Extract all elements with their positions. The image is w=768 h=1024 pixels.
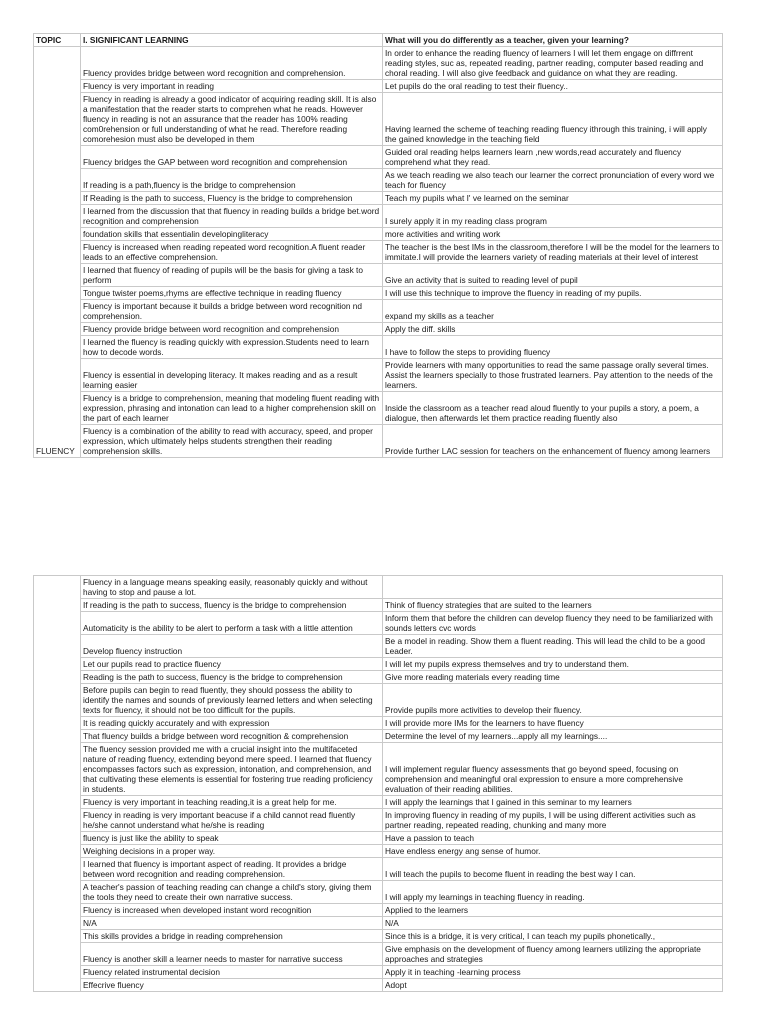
table-row [34, 904, 723, 917]
learning-cell: Develop fluency instruction [81, 635, 383, 658]
table-row [34, 146, 723, 169]
action-cell: Have a passion to teach [383, 832, 723, 845]
learning-cell: It is reading quickly accurately and with expression [81, 717, 383, 730]
table-row [34, 979, 723, 992]
table-row [34, 796, 723, 809]
action-cell: Let pupils do the oral reading to test their fluency.. [383, 80, 723, 93]
table-row [34, 93, 723, 146]
table-row [34, 80, 723, 93]
learning-cell: Fluency related instrumental decision [81, 966, 383, 979]
action-cell: In order to enhance the reading fluency of learners I will let them engage on diffrrent reading styles, suc as, repeated reading, partner reading, computer based reading and choral reading. I will also give feedback and guidance on what they are reading. [383, 47, 723, 80]
action-cell: Teach my pupils what I' ve learned on the seminar [383, 192, 723, 205]
action-cell: Provide further LAC session for teachers on the enhancement of fluency among learners [383, 425, 723, 458]
action-cell: N/A [383, 917, 723, 930]
action-cell: I will provide more IMs for the learners to have fluency [383, 717, 723, 730]
learning-cell: Before pupils can begin to read fluently, they should possess the ability to identify the names and sounds of previously learned letters and when selecting texts for fluency, it should not be too difficult for the pupils. [81, 684, 383, 717]
action-cell: Provide learners with many opportunities to read the same passage orally several times. Assist the learners specially to those frustrated learners. Pay attention to the needs of the learners. [383, 359, 723, 392]
header-significant-learning: I. SIGNIFICANT LEARNING [81, 34, 383, 47]
action-cell: The teacher is the best IMs in the classroom,therefore I will be the model for the learners to immitate.I will provide the learners variety of reading materials at their level of interest [383, 241, 723, 264]
action-cell: expand my skills as a teacher [383, 300, 723, 323]
learning-cell: Fluency is important because it builds a bridge between word recognition nd comprehension. [81, 300, 383, 323]
learning-cell: Automaticity is the ability to be alert to perform a task with a little attention [81, 612, 383, 635]
learning-cell: Fluency in reading is already a good indicator of acquiring reading skill. It is also a manifestation that the reader starts to comprehen what he reads. However fluency in reading is not an assurance that the reader has 100% reading com0rehension or full understanding of what he read. Therefore reading comorehesion must also be developed in them [81, 93, 383, 146]
learning-cell: Fluency is increased when reading repeated word recognition.A fluent reader leads to an effective comprehension. [81, 241, 383, 264]
action-cell: Give emphasis on the development of fluency among learners utilizing the appropriate approaches and strategies [383, 943, 723, 966]
table-row [34, 241, 723, 264]
action-cell: Since this is a bridge, it is very critical, I can teach my pupils phonetically., [383, 930, 723, 943]
learning-cell: Fluency in reading is very important beacuse if a child cannot read fluently he/she cannot understand what he/she is reading [81, 809, 383, 832]
action-cell: Inform them that before the children can develop fluency they need to be familiarized with sounds letters cvc words [383, 612, 723, 635]
table-body [34, 576, 723, 992]
action-cell: Determine the level of my learners...apply all my learnings.... [383, 730, 723, 743]
table-row [34, 671, 723, 684]
action-cell: I will let my pupils express themselves and try to understand them. [383, 658, 723, 671]
learning-cell: Fluency is a combination of the ability to read with accuracy, speed, and proper expression, which ultimately helps students strengthen their reading comprehension skills. [81, 425, 383, 458]
table-row [34, 300, 723, 323]
table-row [34, 832, 723, 845]
learning-cell: Fluency is increased when developed instant word recognition [81, 904, 383, 917]
table-row [34, 684, 723, 717]
table-row [34, 635, 723, 658]
action-cell: I will implement regular fluency assessments that go beyond speed, focusing on comprehension and meaningful oral expression to ensure a more comprehensive evaluation of their reading abilities. [383, 743, 723, 796]
learning-cell: This skills provides a bridge in reading comprehension [81, 930, 383, 943]
action-cell: In improving fluency in reading of my pupils, I will be using different activities such as partner reading, repeated reading, chunking and many more [383, 809, 723, 832]
learning-cell: fluency is just like the ability to speak [81, 832, 383, 845]
learning-cell: Fluency is another skill a learner needs to master for narrative success [81, 943, 383, 966]
learning-cell: Effecrive fluency [81, 979, 383, 992]
learning-cell: Fluency provides bridge between word recognition and comprehension. [81, 47, 383, 80]
action-cell: Apply the diff. skills [383, 323, 723, 336]
action-cell: As we teach reading we also teach our learner the correct pronunciation of every word we teach for fluency [383, 169, 723, 192]
learning-table-page-2 [33, 575, 723, 992]
action-cell: Applied to the learners [383, 904, 723, 917]
table-row [34, 599, 723, 612]
table-row [34, 717, 723, 730]
action-cell: I will apply the learnings that I gained in this seminar to my learners [383, 796, 723, 809]
table-row [34, 730, 723, 743]
table-row [34, 576, 723, 599]
learning-cell: If reading is a path,fluency is the bridge to comprehension [81, 169, 383, 192]
table-row [34, 47, 723, 80]
table-row [34, 881, 723, 904]
table-row [34, 845, 723, 858]
table-row [34, 287, 723, 300]
table-row [34, 323, 723, 336]
action-cell: Be a model in reading. Show them a fluent reading. This will lead the child to be a good Leader. [383, 635, 723, 658]
learning-cell: Fluency is a bridge to comprehension, meaning that modeling fluent reading with expression, phrasing and intonation can lead to a higher comprehension skill on the part of each learner [81, 392, 383, 425]
table-row [34, 917, 723, 930]
action-cell [383, 576, 723, 599]
topic-cell: FLUENCY [34, 47, 81, 458]
action-cell: Apply it in teaching -learning process [383, 966, 723, 979]
table-row [34, 264, 723, 287]
table-row [34, 930, 723, 943]
action-cell: more activities and writing work [383, 228, 723, 241]
learning-cell: A teacher's passion of teaching reading can change a child's story, giving them the tools they need to create their own narrative success. [81, 881, 383, 904]
action-cell: I will teach the pupils to become fluent in reading the best way I can. [383, 858, 723, 881]
table-row [34, 205, 723, 228]
header-row [34, 34, 723, 47]
table-row [34, 743, 723, 796]
learning-cell: Weighing decisions in a proper way. [81, 845, 383, 858]
learning-cell: N/A [81, 917, 383, 930]
learning-cell: Fluency is very important in reading [81, 80, 383, 93]
table-row [34, 169, 723, 192]
action-cell: Having learned the scheme of teaching reading fluency ithrough this training, i will apply the gained knowledge in the teaching field [383, 93, 723, 146]
action-cell: I have to follow the steps to providing fluency [383, 336, 723, 359]
action-cell: Adopt [383, 979, 723, 992]
learning-cell: Fluency is essential in developing literacy. It makes reading and as a result learning easier [81, 359, 383, 392]
action-cell: Give an activity that is suited to reading level of pupil [383, 264, 723, 287]
action-cell: Guided oral reading helps learners learn ,new words,read accurately and fluency comprehend what they read. [383, 146, 723, 169]
table-row [34, 966, 723, 979]
learning-cell: Let our pupils read to practice fluency [81, 658, 383, 671]
header-topic: TOPIC [34, 34, 81, 47]
learning-cell: That fluency builds a bridge between word recognition & comprehension [81, 730, 383, 743]
table-row [34, 612, 723, 635]
learning-cell: Fluency bridges the GAP between word recognition and comprehension [81, 146, 383, 169]
table-row [34, 858, 723, 881]
topic-cell [34, 576, 81, 992]
learning-cell: Fluency provide bridge between word recognition and comprehension [81, 323, 383, 336]
header-teacher-action: What will you do differently as a teacher, given your learning? [383, 34, 723, 47]
table-body [34, 47, 723, 458]
table-row [34, 658, 723, 671]
table-row [34, 192, 723, 205]
table-row [34, 228, 723, 241]
action-cell: I will use this technique to improve the fluency in reading of my pupils. [383, 287, 723, 300]
table-row [34, 425, 723, 458]
learning-cell: I learned the fluency is reading quickly with expression.Students need to learn how to decode words. [81, 336, 383, 359]
learning-cell: Reading is the path to success, fluency is the bridge to comprehension [81, 671, 383, 684]
table-row [34, 943, 723, 966]
learning-table-page-1 [33, 33, 723, 458]
action-cell: Inside the classroom as a teacher read aloud fluently to your pupils a story, a poem, a dialogue, then afterwards let them practice reading fluently also [383, 392, 723, 425]
action-cell: Think of fluency strategies that are suited to the learners [383, 599, 723, 612]
action-cell: I will apply my learnings in teaching fluency in reading. [383, 881, 723, 904]
learning-cell: Tongue twister poems,rhyms are effective technique in reading fluency [81, 287, 383, 300]
learning-cell: If Reading is the path to success, Fluency is the bridge to comprehension [81, 192, 383, 205]
learning-cell: Fluency is very important in teaching reading,it is a great help for me. [81, 796, 383, 809]
learning-cell: Fluency in a language means speaking easily, reasonably quickly and without having to stop and pause a lot. [81, 576, 383, 599]
action-cell: Have endless energy ang sense of humor. [383, 845, 723, 858]
table-row [34, 392, 723, 425]
learning-cell: I learned from the discussion that that fluency in reading builds a bridge bet.word recognition and comprehension [81, 205, 383, 228]
table-row [34, 336, 723, 359]
learning-cell: foundation skills that essentialin developingliteracy [81, 228, 383, 241]
learning-cell: I learned that fluency is important aspect of reading. It provides a bridge between word recognition and reading comprehension. [81, 858, 383, 881]
learning-cell: I learned that fluency of reading of pupils will be the basis for giving a task to perform [81, 264, 383, 287]
learning-cell: If reading is the path to success, fluency is the bridge to comprehension [81, 599, 383, 612]
action-cell: Give more reading materials every reading time [383, 671, 723, 684]
action-cell: Provide pupils more activities to develop their fluency. [383, 684, 723, 717]
action-cell: I surely apply it in my reading class program [383, 205, 723, 228]
table-row [34, 809, 723, 832]
table-row [34, 359, 723, 392]
learning-cell: The fluency session provided me with a crucial insight into the multifaceted nature of reading fluency, extending beyond mere speed. I learned that fluency encompasses factors such as expression, intonation, and comprehension, and that cultivating these elements is essential for fostering true reading proficiency in students. [81, 743, 383, 796]
